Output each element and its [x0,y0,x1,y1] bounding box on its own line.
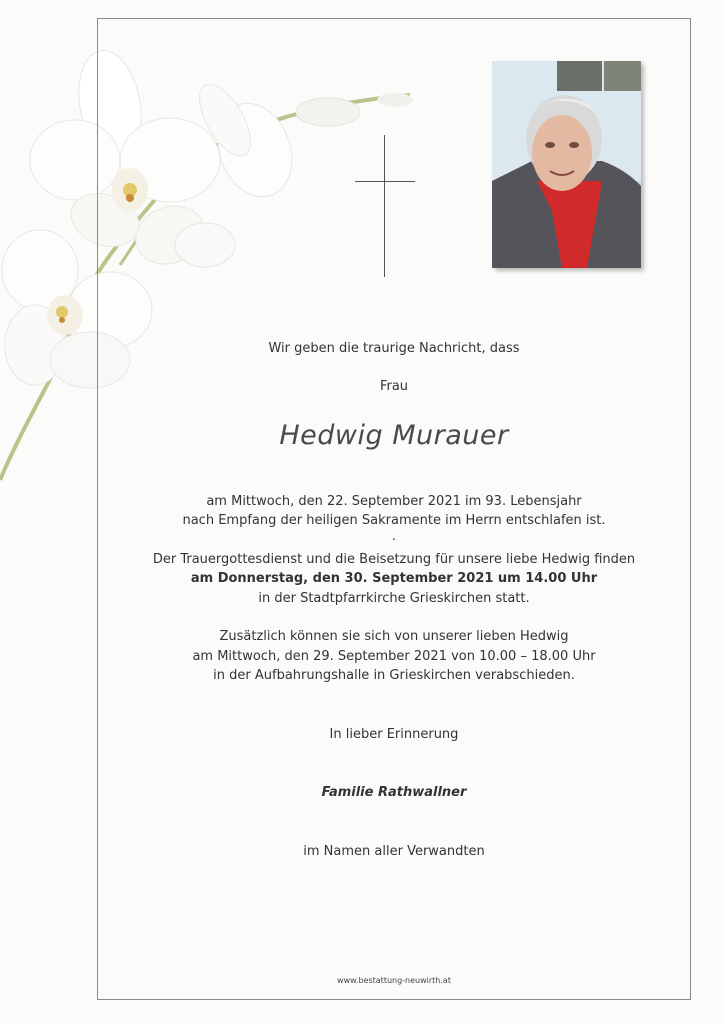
salutation: Frau [379,379,409,394]
service-line-2: am Donnerstag, den 30. September 2021 um 14.00 Uhr [190,571,598,586]
separator-dot: . [391,529,397,544]
portrait-photo [492,61,641,268]
website-link[interactable]: www.bestattung-neuwirth.at [337,976,451,985]
death-line-1: am Mittwoch, den 22. September 2021 im 93. Lebensjahr [206,494,582,509]
service-line-1: Der Trauergottesdienst und die Beisetzung für unsere liebe Hedwig finden [152,552,636,567]
viewing-line-3: in der Aufbahrungshalle in Grieskirchen verabschieden. [213,668,575,683]
viewing-line-1: Zusätzlich können sie sich von unserer lieben Hedwig [219,629,569,644]
service-line-3: in der Stadtpfarrkirche Grieskirchen statt. [258,591,530,606]
deceased-name: Hedwig Murauer [279,420,509,451]
closing-text: In lieber Erinnerung [329,727,459,742]
relatives-text: im Namen aller Verwandten [303,844,485,859]
death-line-2: nach Empfang der heiligen Sakramente im Herrn entschlafen ist. [182,513,606,528]
viewing-line-2: am Mittwoch, den 29. September 2021 von 10.00 – 18.00 Uhr [192,649,596,664]
cross-icon [355,135,415,277]
intro-text: Wir geben die traurige Nachricht, dass [268,341,520,356]
family-signature: Familie Rathwallner [321,785,467,800]
